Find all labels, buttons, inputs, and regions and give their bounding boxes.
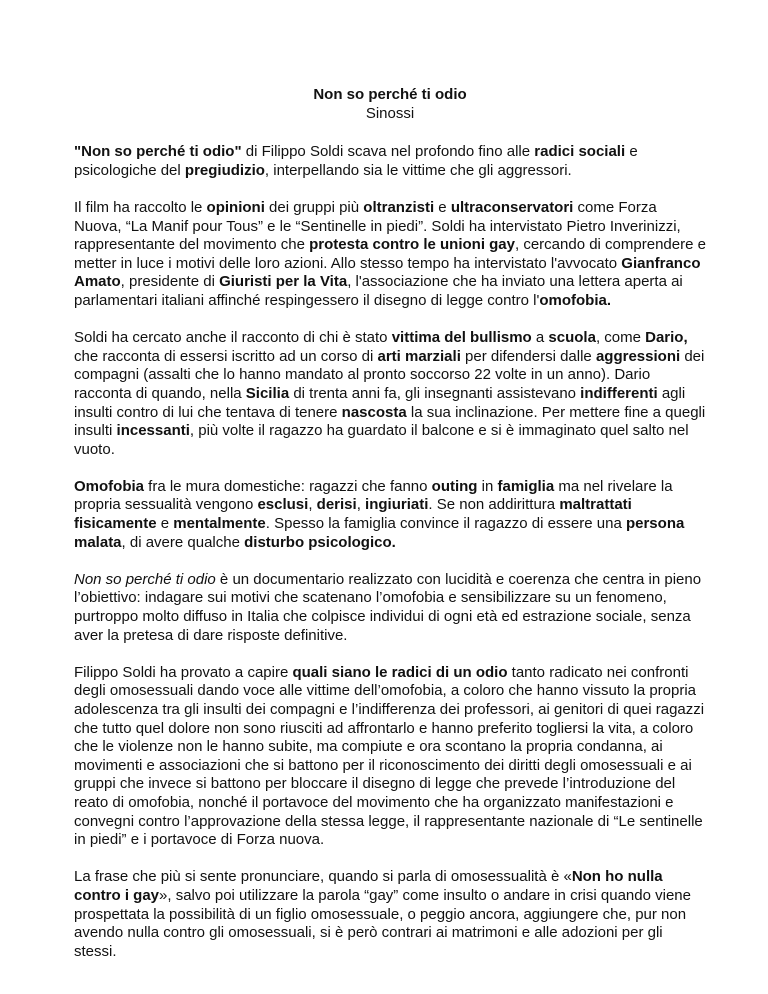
bold-text: quali siano le radici di un odio xyxy=(292,663,508,681)
document-page xyxy=(74,86,706,980)
bold-text: omofobia. xyxy=(539,291,612,309)
text-run: . Se non addirittura xyxy=(428,496,560,514)
bold-text: esclusi xyxy=(257,496,309,514)
text-run: », salvo poi utilizzare la parola “gay” come insulto o andare in crisi quando viene prospettata la possibilità di un figlio omosessuale, o peggio ancora, aggiungere che, pur non avendo nulla contro gli omosessuali, si è però contrari ai matrimoni e alle adozioni per gli stessi. xyxy=(74,886,691,960)
bold-text: incessanti xyxy=(116,422,190,440)
paragraph xyxy=(74,868,706,961)
text-run: , presidente di xyxy=(120,273,220,291)
paragraph xyxy=(74,143,706,180)
text-run: e xyxy=(434,198,451,216)
bold-text: Giuristi per la Vita xyxy=(219,273,348,291)
paragraph xyxy=(74,199,706,311)
title-block xyxy=(74,86,706,123)
bold-text: "Non so perché ti odio" xyxy=(74,143,242,161)
text-run: la sua inclinazione. Per mettere fine a quegli insulti xyxy=(74,403,706,440)
bold-text: ingiuriati xyxy=(365,496,429,514)
bold-text: nascosta xyxy=(341,403,407,421)
text-run: , cercando di comprendere e metter in luce i motivi delle loro azioni. Allo stesso tempo ha intervistato l'avvocato xyxy=(74,236,706,272)
bold-text: aggressioni xyxy=(595,347,681,365)
text-run: tanto radicato nei confronti degli omosessuali dando voce alle vittime dell’omofobia, a coloro che hanno vissuto la propria adolescenza tra gli insulti dei compagni e l’indifferenza dei professori, ai genitori di quei ragazzi che tutto quel dolore non sono riusciti ad affrontarlo e hanno preferito togliersi la vita, a coloro che le violenze non le hanno subite, ma compiute e ora scontano la propria condanna, ai movimenti e associazioni che si battono per il riconoscimento dei diritti degli omosessuali e ai gruppi che invece si battono per bloccare il disegno di legge che prevede l’introduzione del reato di omofobia, nonché il portavoce del movimento che ha organizzato manifestazioni e convegni contro l’approvazione della stessa legge, il rappresentante nazionale di “Le sentinelle in piedi” e i portavoce di Forza nuova. xyxy=(74,663,705,849)
bold-text: maltrattati fisicamente xyxy=(74,496,632,533)
bold-text: radici sociali xyxy=(534,143,626,161)
text-run: , xyxy=(356,496,366,514)
text-run: ma nel rivelare la propria sessualità vengono xyxy=(74,477,673,514)
bold-text: oltranzisti xyxy=(363,198,435,216)
bold-text: pregiudizio xyxy=(184,161,265,179)
document-subtitle: Sinossi xyxy=(365,104,415,122)
italic-text: Non so perché ti odio xyxy=(74,570,216,588)
bold-text: Gianfranco Amato xyxy=(74,254,701,291)
bold-text: disturbo psicologico. xyxy=(244,533,396,551)
text-run: , come xyxy=(595,329,646,347)
bold-text: indifferenti xyxy=(580,384,658,402)
text-run: Soldi ha cercato anche il racconto di chi è stato xyxy=(74,329,392,347)
document-body xyxy=(74,143,706,961)
text-run: , l'associazione che ha inviato una lettera aperta ai parlamentari italiani affinché respingessero il disegno di legge contro l' xyxy=(74,273,683,309)
text-run: agli insulti contro di lui che tentava di tenere xyxy=(74,384,686,421)
bold-text: scuola xyxy=(548,329,596,347)
bold-text: mentalmente xyxy=(173,515,266,533)
bold-text: vittima del bullismo xyxy=(391,329,532,347)
text-run: , xyxy=(308,496,317,514)
bold-text: arti marziali xyxy=(377,347,461,365)
text-run: e xyxy=(156,515,174,533)
bold-text: famiglia xyxy=(497,477,555,495)
paragraph xyxy=(74,664,706,850)
text-run: di trenta anni fa, gli insegnanti assistevano xyxy=(289,384,581,402)
text-run: , più volte il ragazzo ha guardato il balcone e si è immaginato quel salto nel vuoto. xyxy=(74,422,689,458)
text-run: , interpellando sia le vittime che gli aggressori. xyxy=(264,161,572,179)
bold-text: Dario, xyxy=(645,329,688,347)
text-run: Filippo Soldi ha provato a capire xyxy=(74,663,293,681)
text-run: di Filippo Soldi scava nel profondo fino alle xyxy=(241,143,535,161)
text-run: in xyxy=(477,477,498,495)
paragraph xyxy=(74,329,706,459)
bold-text: ultraconservatori xyxy=(450,198,574,216)
bold-text: Non ho nulla contro i gay xyxy=(74,868,663,904)
bold-text: opinioni xyxy=(206,198,265,216)
text-run: dei gruppi più xyxy=(264,198,364,216)
paragraph xyxy=(74,478,706,552)
bold-text: Omofobia xyxy=(74,477,144,495)
text-run: , di avere qualche xyxy=(121,533,245,551)
text-run: La frase che più si sente pronunciare, quando si parla di omosessualità è « xyxy=(74,868,572,886)
bold-text: derisi xyxy=(316,496,357,514)
document-title: Non so perché ti odio xyxy=(313,86,467,103)
text-run: che racconta di essersi iscritto ad un corso di xyxy=(74,347,378,365)
bold-text: outing xyxy=(431,477,478,495)
bold-text: Sicilia xyxy=(245,384,290,402)
text-run: per difendersi dalle xyxy=(460,347,596,365)
text-run: è un documentario realizzato con lucidità e coerenza che centra in pieno l’obiettivo: indagare sui motivi che scatenano l’omofobia e sensibilizzare su un fenomeno, purtroppo molto diffuso in Italia che colpisce individui di ogni età ed estrazione sociale, senza aver la pretesa di dare risposte definitive. xyxy=(74,570,702,644)
text-run: fra le mura domestiche: ragazzi che fanno xyxy=(144,477,432,495)
text-run: e psicologiche del xyxy=(74,143,638,179)
text-run: come Forza Nuova, “La Manif pour Tous” e le “Sentinelle in piedi”. Soldi ha intervistato Pietro Inverinizzi, rappresentante del movimento che xyxy=(74,198,681,254)
bold-text: protesta contro le unioni gay xyxy=(309,236,515,254)
text-run: dei compagni (assalti che lo hanno mandato al pronto soccorso 22 volte in un anno). Dario racconta di quando, nella xyxy=(74,347,705,402)
text-run: a xyxy=(531,329,549,347)
bold-text: persona malata xyxy=(74,515,685,551)
paragraph xyxy=(74,571,706,645)
text-run: . Spesso la famiglia convince il ragazzo di essere una xyxy=(265,515,626,533)
text-run: Il film ha raccolto le xyxy=(74,198,207,216)
